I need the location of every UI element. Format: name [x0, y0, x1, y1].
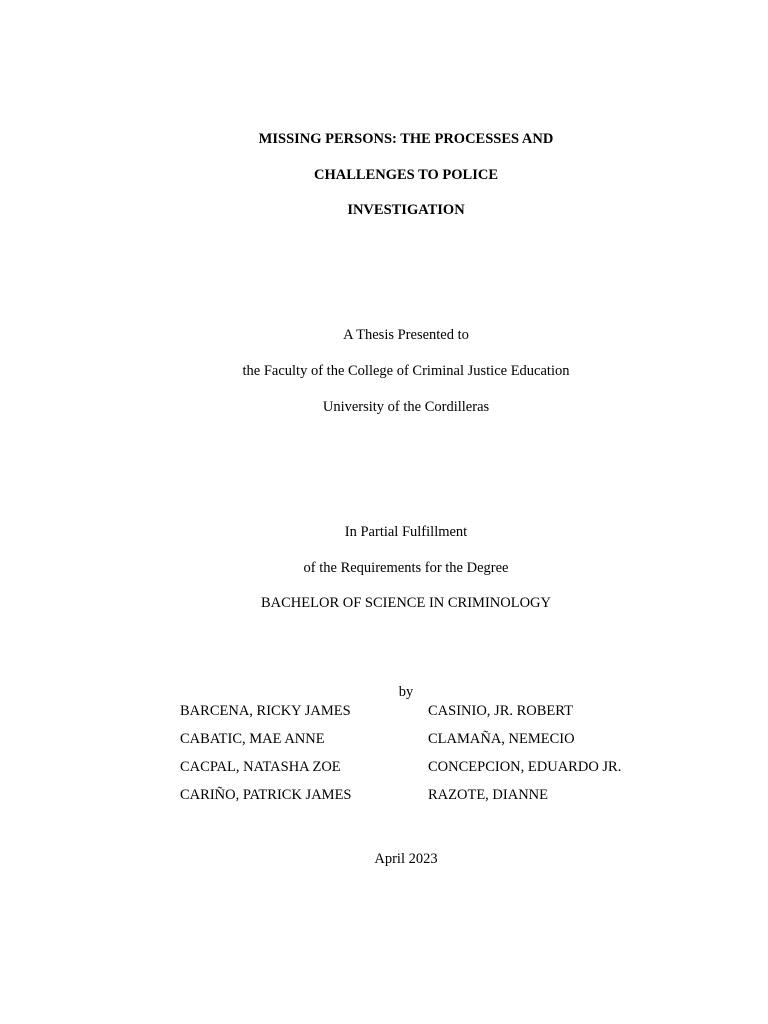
thesis-title-line-3: INVESTIGATION: [347, 202, 465, 218]
fulfillment-line-2: of the Requirements for the Degree: [303, 560, 509, 576]
submission-date: April 2023: [374, 851, 438, 867]
author-name: CABATIC, MAE ANNE: [180, 731, 325, 747]
author-name: CONCEPCION, EDUARDO JR.: [428, 759, 622, 775]
presentation-line-3: University of the Cordilleras: [322, 399, 490, 415]
thesis-title-line-2: CHALLENGES TO POLICE: [314, 167, 498, 183]
degree-name: BACHELOR OF SCIENCE IN CRIMINOLOGY: [260, 595, 551, 611]
author-name: BARCENA, RICKY JAMES: [180, 703, 351, 719]
by-label: by: [398, 684, 414, 700]
fulfillment-line-1: In Partial Fulfillment: [344, 524, 468, 540]
presentation-line-2: the Faculty of the College of Criminal Justice Education: [242, 363, 570, 379]
author-name: RAZOTE, DIANNE: [428, 787, 549, 803]
presentation-line-1: A Thesis Presented to: [343, 327, 469, 343]
thesis-title-line-1: MISSING PERSONS: THE PROCESSES AND: [258, 131, 554, 147]
author-name: CARIÑO, PATRICK JAMES: [180, 787, 352, 803]
author-name: CLAMAÑA, NEMECIO: [428, 731, 575, 747]
author-name: CACPAL, NATASHA ZOE: [180, 759, 341, 775]
author-name: CASINIO, JR. ROBERT: [428, 703, 573, 719]
